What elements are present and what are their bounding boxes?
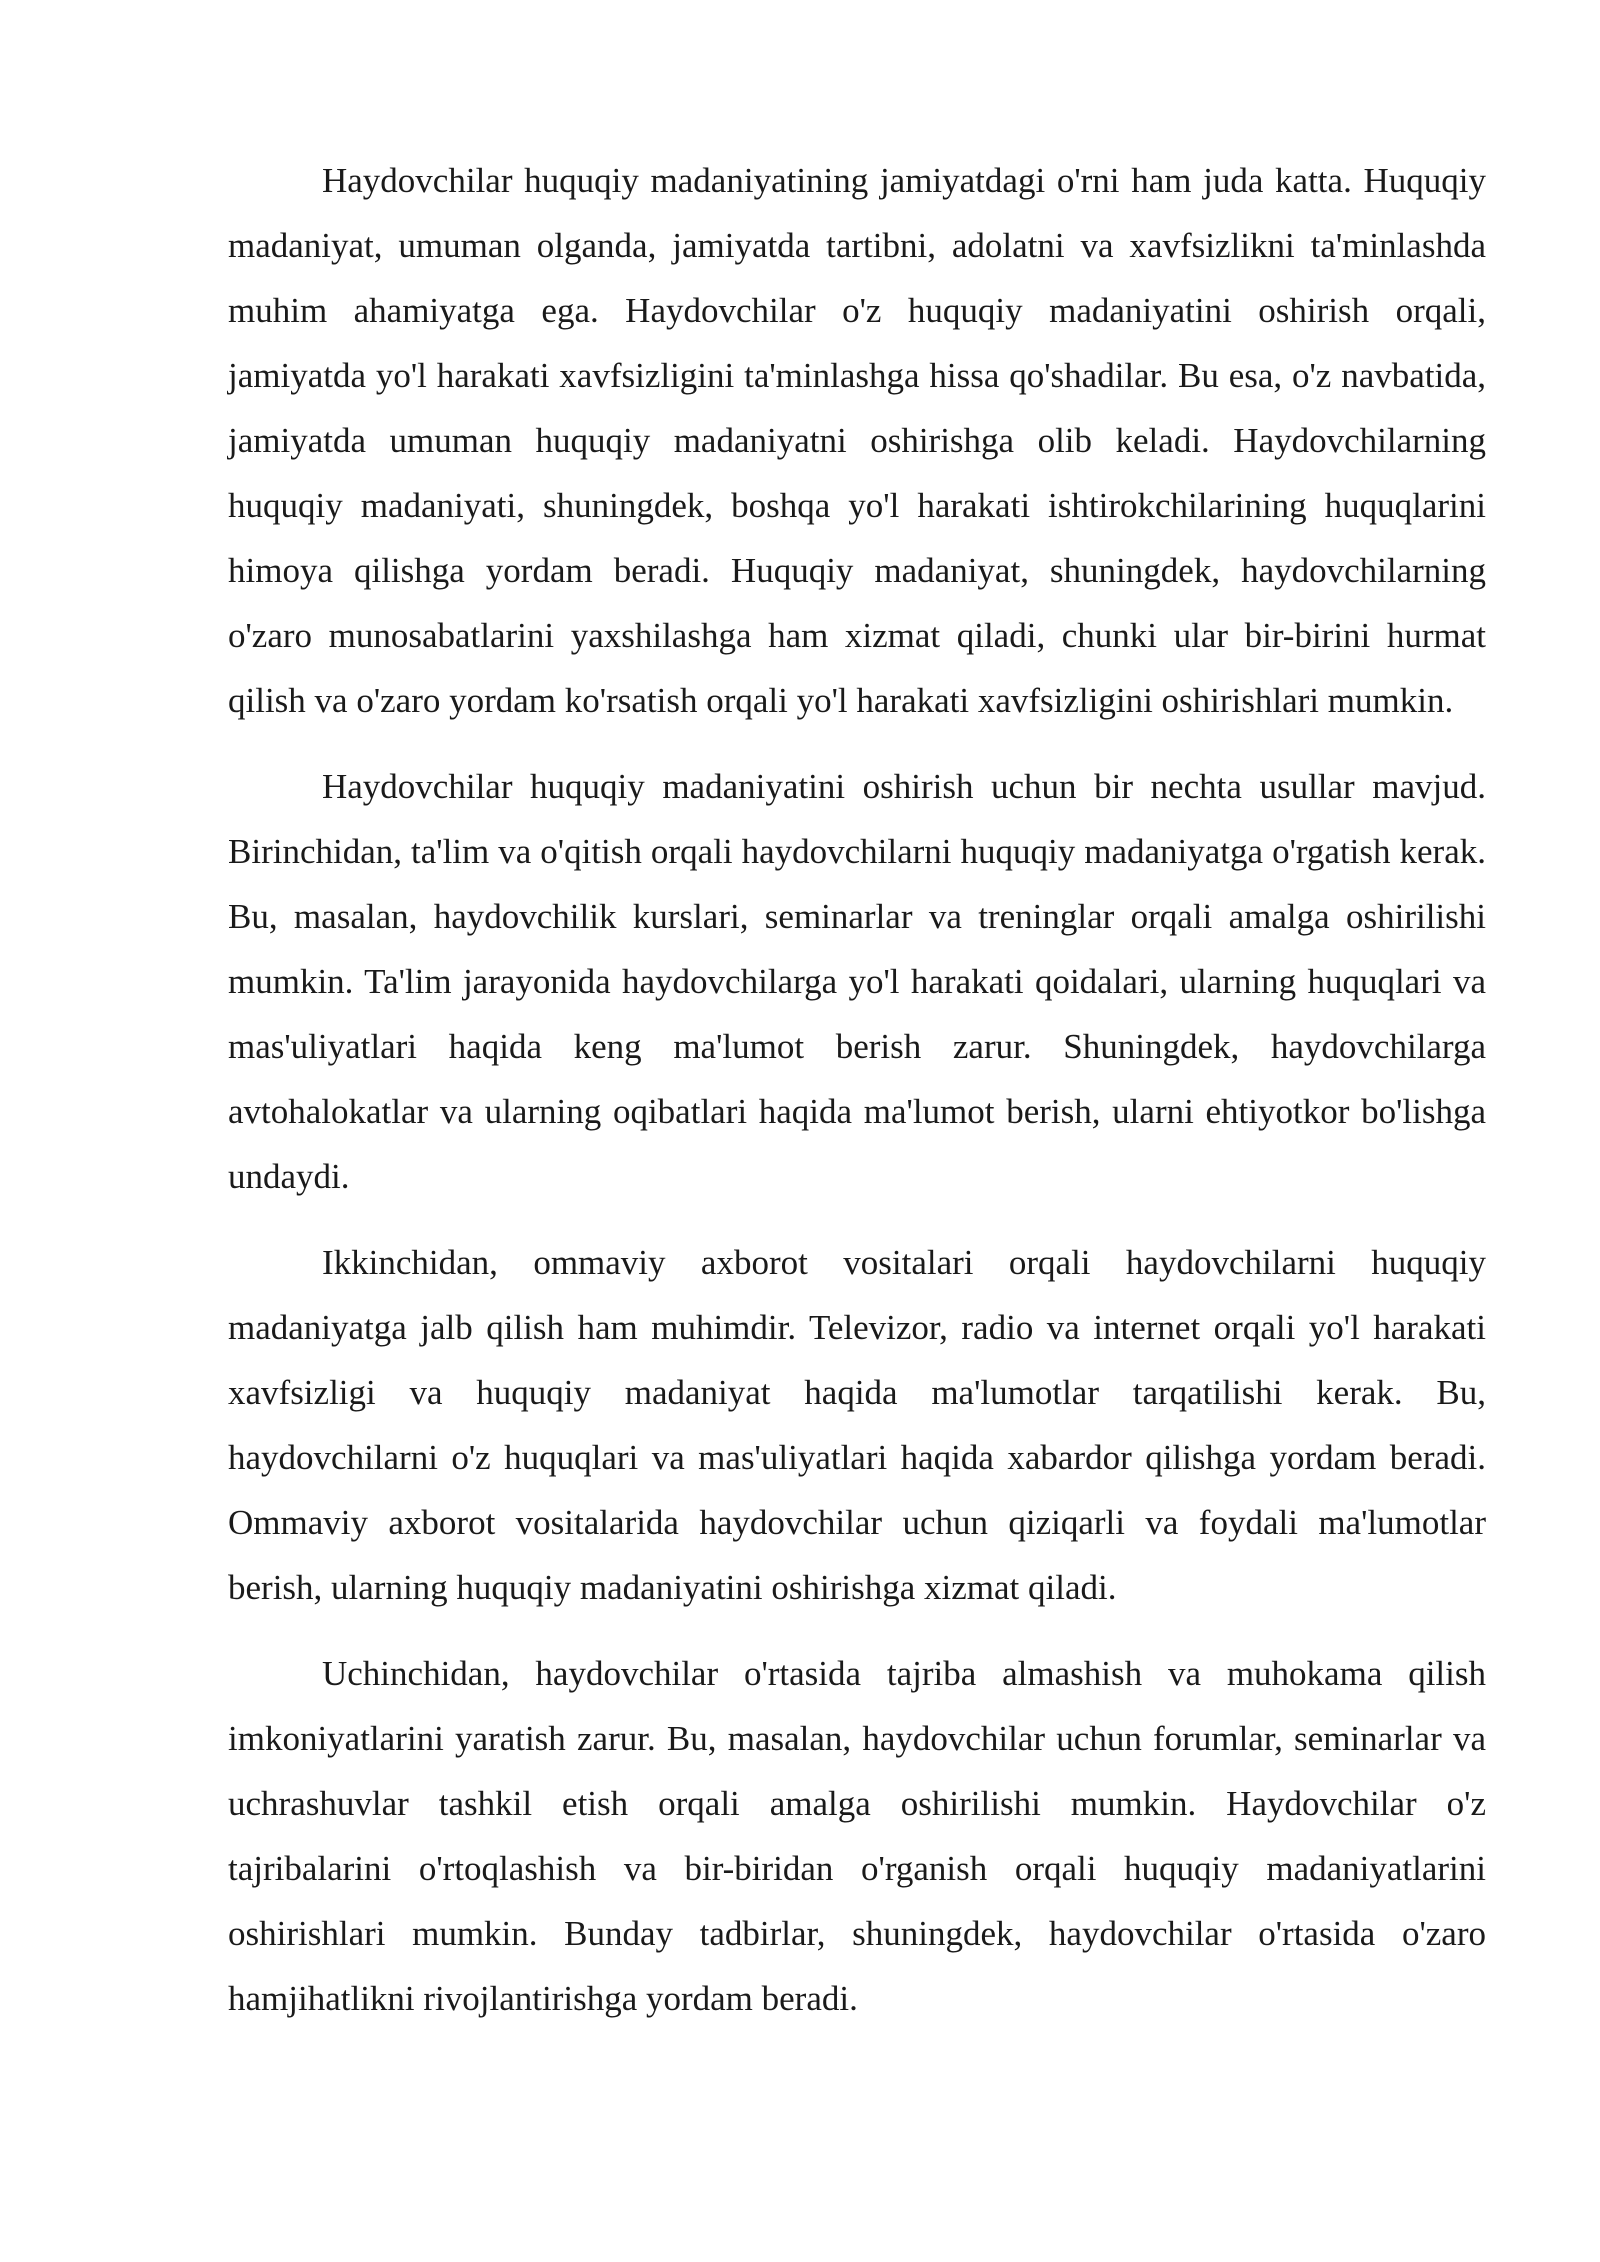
- paragraph-3: Ikkinchidan, ommaviy axborot vositalari orqali haydovchilarni huquqiy madaniyatga jalb qilish ham muhimdir. Televizor, radio va internet orqali yo'l harakati xavfsizligi va huquqiy madaniyat haqida ma'lumotlar tarqatilishi kerak. Bu, haydovchilarni o'z huquqlari va mas'uliyatlari haqida xabardor qilishga yordam beradi. Ommaviy axborot vositalarida haydovchilar uchun qiziqarli va foydali ma'lumotlar berish, ularning huquqiy madaniyatini oshirishga xizmat qiladi.: [228, 1243, 1486, 1607]
- document-body: [228, 148, 1486, 2052]
- paragraph-1: Haydovchilar huquqiy madaniyatining jamiyatdagi o'rni ham juda katta. Huquqiy madaniyat, umuman olganda, jamiyatda tartibni, adolatni va xavfsizlikni ta'minlashda muhim ahamiyatga ega. Haydovchilar o'z huquqiy madaniyatini oshirish orqali, jamiyatda yo'l harakati xavfsizligini ta'minlashga hissa qo'shadilar. Bu esa, o'z navbatida, jamiyatda umuman huquqiy madaniyatni oshirishga olib keladi. Haydovchilarning huquqiy madaniyati, shuningdek, boshqa yo'l harakati ishtirokchilarining huquqlarini himoya qilishga yordam beradi. Huquqiy madaniyat, shuningdek, haydovchilarning o'zaro munosabatlarini yaxshilashga ham xizmat qiladi, chunki ular bir-birini hurmat qilish va o'zaro yordam ko'rsatish orqali yo'l harakati xavfsizligini oshirishlari mumkin.: [228, 161, 1486, 720]
- paragraph-4: Uchinchidan, haydovchilar o'rtasida tajriba almashish va muhokama qilish imkoniyatlarini yaratish zarur. Bu, masalan, haydovchilar uchun forumlar, seminarlar va uchrashuvlar tashkil etish orqali amalga oshirilishi mumkin. Haydovchilar o'z tajribalarini o'rtoqlashish va bir-biridan o'rganish orqali huquqiy madaniyatlarini oshirishlari mumkin. Bunday tadbirlar, shuningdek, haydovchilar o'rtasida o'zaro hamjihatlikni rivojlantirishga yordam beradi.: [228, 1654, 1486, 2018]
- paragraph-2: Haydovchilar huquqiy madaniyatini oshirish uchun bir nechta usullar mavjud. Birinchidan, ta'lim va o'qitish orqali haydovchilarni huquqiy madaniyatga o'rgatish kerak. Bu, masalan, haydovchilik kurslari, seminarlar va treninglar orqali amalga oshirilishi mumkin. Ta'lim jarayonida haydovchilarga yo'l harakati qoidalari, ularning huquqlari va mas'uliyatlari haqida keng ma'lumot berish zarur. Shuningdek, haydovchilarga avtohalokatlar va ularning oqibatlari haqida ma'lumot berish, ularni ehtiyotkor bo'lishga undaydi.: [228, 767, 1486, 1196]
